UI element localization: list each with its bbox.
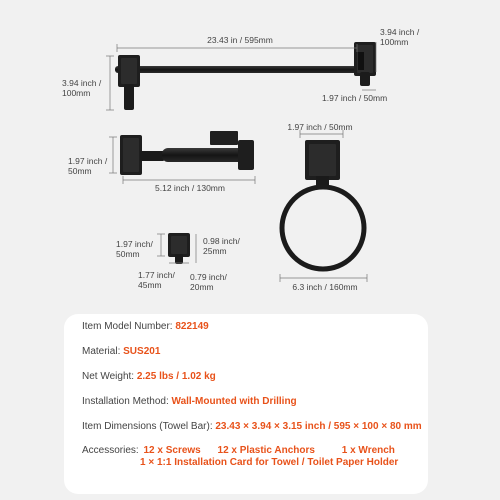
towel-bar-length-label: 23.43 in / 595mm (207, 35, 273, 45)
spec-dimensions-value: 23.43 × 3.94 × 3.15 inch / 595 × 100 × 80 mm (215, 421, 422, 432)
bar-bracket-label: 1.97 inch / 50mm (322, 93, 388, 103)
accessory-anchors: 12 x Plastic Anchors (217, 445, 315, 456)
spec-model: Item Model Number: 822149 (82, 321, 209, 332)
hook-width-label: 0.79 inch/ 20mm (190, 272, 227, 292)
accessory-screws: 12 x Screws (143, 445, 201, 456)
spec-weight: Net Weight: 2.25 lbs / 1.02 kg (82, 371, 216, 382)
tp-length-label: 5.12 inch / 130mm (155, 183, 225, 193)
spec-accessories: Accessories: 12 x Screws 12 x Plastic Anchors 1 x Wrench (82, 445, 395, 456)
ring-width-label: 6.3 inch / 160mm (292, 282, 358, 292)
bar-height-label: 3.94 inch / 100mm (62, 78, 102, 98)
accessory-installation-card: 1 × 1:1 Installation Card for Towel / Toilet Paper Holder (140, 457, 399, 468)
towel-bar-depth-label: 3.94 inch / 100mm (380, 27, 420, 47)
spec-model-value: 822149 (175, 321, 209, 332)
spec-material-value: SUS201 (123, 346, 161, 357)
spec-material: Material: SUS201 (82, 346, 161, 357)
tp-height-label: 1.97 inch / 50mm (68, 156, 108, 176)
accessory-wrench: 1 x Wrench (341, 445, 395, 456)
hook-depth-label: 0.98 inch/ 25mm (203, 236, 240, 256)
towel-ring (282, 140, 364, 269)
spec-weight-value: 2.25 lbs / 1.02 kg (136, 371, 216, 382)
spec-installation-value: Wall-Mounted with Drilling (171, 396, 297, 407)
hook-length-label: 1.77 inch/ 45mm (138, 270, 175, 290)
spec-dimensions: Item Dimensions (Towel Bar): 23.43 × 3.94 × 3.15 inch / 595 × 100 × 80 mm (82, 421, 422, 432)
robe-hook (168, 233, 190, 264)
spec-accessories-line2 (140, 457, 398, 469)
ring-bracket-label: 1.97 inch / 50mm (287, 122, 353, 132)
spec-installation: Installation Method: Wall-Mounted with Drilling (82, 396, 297, 407)
hook-height-label: 1.97 inch/ 50mm (116, 239, 153, 259)
toilet-paper-holder (120, 131, 254, 175)
